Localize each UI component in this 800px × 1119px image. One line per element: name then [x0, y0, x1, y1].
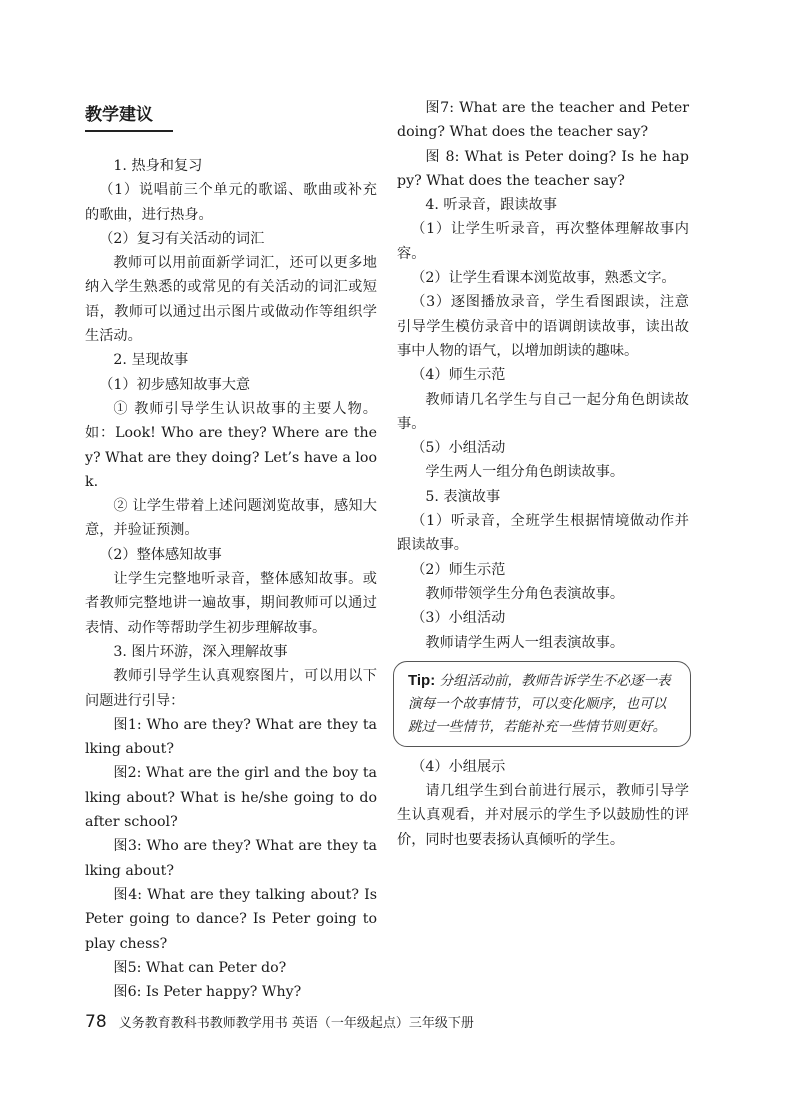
paragraph: 教师引导学生认真观察图片，可以用以下问题进行引导： — [85, 668, 377, 709]
paragraph: （1）说唱前三个单元的歌谣、歌曲或补充的歌曲，进行热身。 — [85, 182, 377, 223]
paragraph: （1）让学生听录音，再次整体理解故事内容。 — [397, 221, 689, 262]
paragraph: （3）逐图播放录音，学生看图跟读，注意引导学生模仿录音中的语调朗读故事，读出故事中人物的语气，以增加朗读的趣味。 — [397, 294, 689, 359]
paragraph: 图 8: What is Peter doing? Is he happy? What does the teacher say? — [397, 148, 689, 189]
paragraph: ① 教师引导学生认识故事的主要人物。如：Look! Who are they? Where are they? What are they doing? Let’s have a look. — [85, 400, 377, 490]
paragraph: ② 让学生带着上述问题浏览故事，感知大意，并验证预测。 — [85, 498, 377, 539]
paragraph: 教师请几名学生与自己一起分角色朗读故事。 — [397, 391, 689, 432]
tip-text: 分组活动前，教师告诉学生不必逐一表演每一个故事情节，可以变化顺序，也可以跳过一些情节，若能补充一些情节则更好。 — [408, 672, 671, 735]
paragraph: （1）初步感知故事大意 — [99, 376, 251, 393]
paragraph: 教师请学生两人一组表演故事。 — [425, 634, 625, 651]
section-heading: 教学建议 — [85, 100, 173, 132]
paragraph: 图2: What are the girl and the boy talking about? What is he/she going to do after school? — [85, 765, 377, 831]
paragraph: 3. 图片环游，深入理解故事 — [113, 643, 288, 660]
paragraph: （2）师生示范 — [411, 561, 506, 578]
paragraph: （5）小组活动 — [411, 440, 506, 457]
paragraph: 图1: Who are they? What are they talking about? — [85, 716, 377, 758]
book-title: 义务教育教科书教师教学用书 英语（一年级起点）三年级下册 — [118, 1016, 474, 1031]
page-footer — [85, 1012, 474, 1032]
paragraph: （4）小组展示 — [411, 758, 506, 775]
paragraph: （3）小组活动 — [411, 610, 506, 627]
right-column — [397, 96, 689, 852]
page-number: 78 — [85, 1012, 107, 1032]
paragraph: 2. 呈现故事 — [113, 352, 189, 369]
paragraph: 图5: What can Peter do? — [113, 959, 287, 976]
tip-box — [393, 661, 691, 747]
paragraph: 图4: What are they talking about? Is Peter going to dance? Is Peter going to play chess? — [85, 886, 377, 952]
paragraph: 图3: Who are they? What are they talking about? — [85, 838, 377, 879]
paragraph: （2）复习有关活动的词汇 — [99, 230, 265, 247]
paragraph: 学生两人一组分角色朗读故事。 — [425, 464, 625, 481]
paragraph: 教师带领学生分角色表演故事。 — [425, 585, 625, 602]
paragraph: 4. 听录音，跟读故事 — [425, 197, 557, 214]
paragraph: （2）让学生看课本浏览故事，熟悉文字。 — [411, 270, 676, 287]
right-column-body-continued — [397, 755, 689, 852]
paragraph: 图7: What are the teacher and Peter doing? What does the teacher say? — [397, 100, 689, 141]
paragraph: 让学生完整地听录音，整体感知故事。或者教师完整地讲一遍故事，期间教师可以通过表情、动作等帮助学生初步理解故事。 — [85, 571, 377, 636]
paragraph: 图6: Is Peter happy? Why? — [113, 984, 302, 1001]
paragraph: 请几组学生到台前进行展示，教师引导学生认真观看，并对展示的学生予以鼓励性的评价，同时也要表扬认真倾听的学生。 — [397, 783, 689, 848]
paragraph: 教师可以用前面新学词汇，还可以更多地纳入学生熟悉的或常见的有关活动的词汇或短语，教师可以通过出示图片或做动作等组织学生活动。 — [85, 255, 377, 345]
left-column-body — [85, 154, 377, 1004]
tip-label: Tip: — [408, 671, 436, 689]
paragraph: 1. 热身和复习 — [113, 158, 203, 174]
paragraph: 5. 表演故事 — [425, 488, 501, 505]
left-column — [85, 100, 377, 1004]
right-column-body — [397, 96, 689, 655]
paragraph: （2）整体感知故事 — [99, 546, 222, 563]
paragraph: （4）师生示范 — [411, 367, 506, 384]
paragraph: （1）听录音，全班学生根据情境做动作并跟读故事。 — [397, 513, 689, 554]
